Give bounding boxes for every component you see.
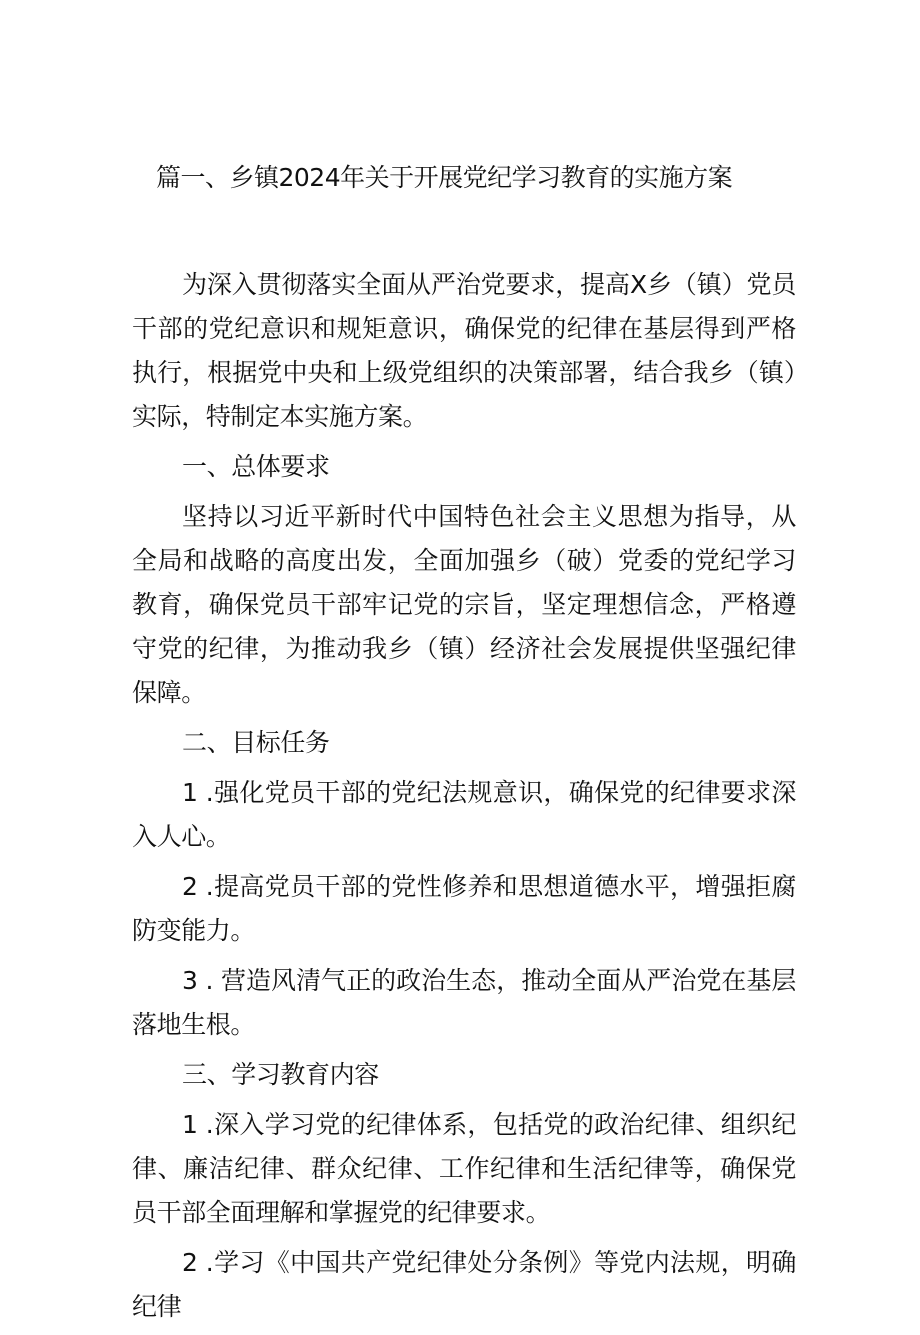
- study-content-item-2: 2 .学习《中国共产党纪律处分条例》等党内法规，明确纪律: [132, 1248, 796, 1321]
- section-heading-objectives: 二、目标任务: [182, 728, 330, 757]
- document-body: [132, 263, 796, 1335]
- objective-item-1: 1 .强化党员干部的党纪法规意识，确保党的纪律要求深入人心。: [132, 778, 796, 851]
- section-paragraph-overall-requirements: 坚持以习近平新时代中国特色社会主义思想为指导，从全局和战略的高度出发，全面加强乡（破）党委的党纪学习教育，确保党员干部牢记党的宗旨，坚定理想信念，严格遵守党的纪律，为推动我乡（镇）经济社会发展提供坚强纪律保障。: [132, 502, 796, 707]
- study-content-item-1: 1 .深入学习党的纪律体系，包括党的政治纪律、组织纪律、廉洁纪律、群众纪律、工作纪律和生活纪律等，确保党员干部全面理解和掌握党的纪律要求。: [132, 1110, 796, 1227]
- objective-item-3: 3 . 营造风清气正的政治生态，推动全面从严治党在基层落地生根。: [132, 966, 796, 1039]
- section-heading-overall-requirements: 一、总体要求: [182, 452, 330, 481]
- objective-item-2: 2 .提高党员干部的党性修养和思想道德水平，增强拒腐防变能力。: [132, 872, 796, 945]
- document-title: 篇一、乡镇2024年关于开展党纪学习教育的实施方案: [156, 163, 733, 192]
- intro-paragraph: 为深入贯彻落实全面从严治党要求，提高X乡（镇）党员干部的党纪意识和规矩意识，确保党的纪律在基层得到严格执行，根据党中央和上级党组织的决策部署，结合我乡（镇）实际，特制定本实施方案。: [132, 270, 796, 431]
- section-heading-study-content: 三、学习教育内容: [182, 1060, 379, 1089]
